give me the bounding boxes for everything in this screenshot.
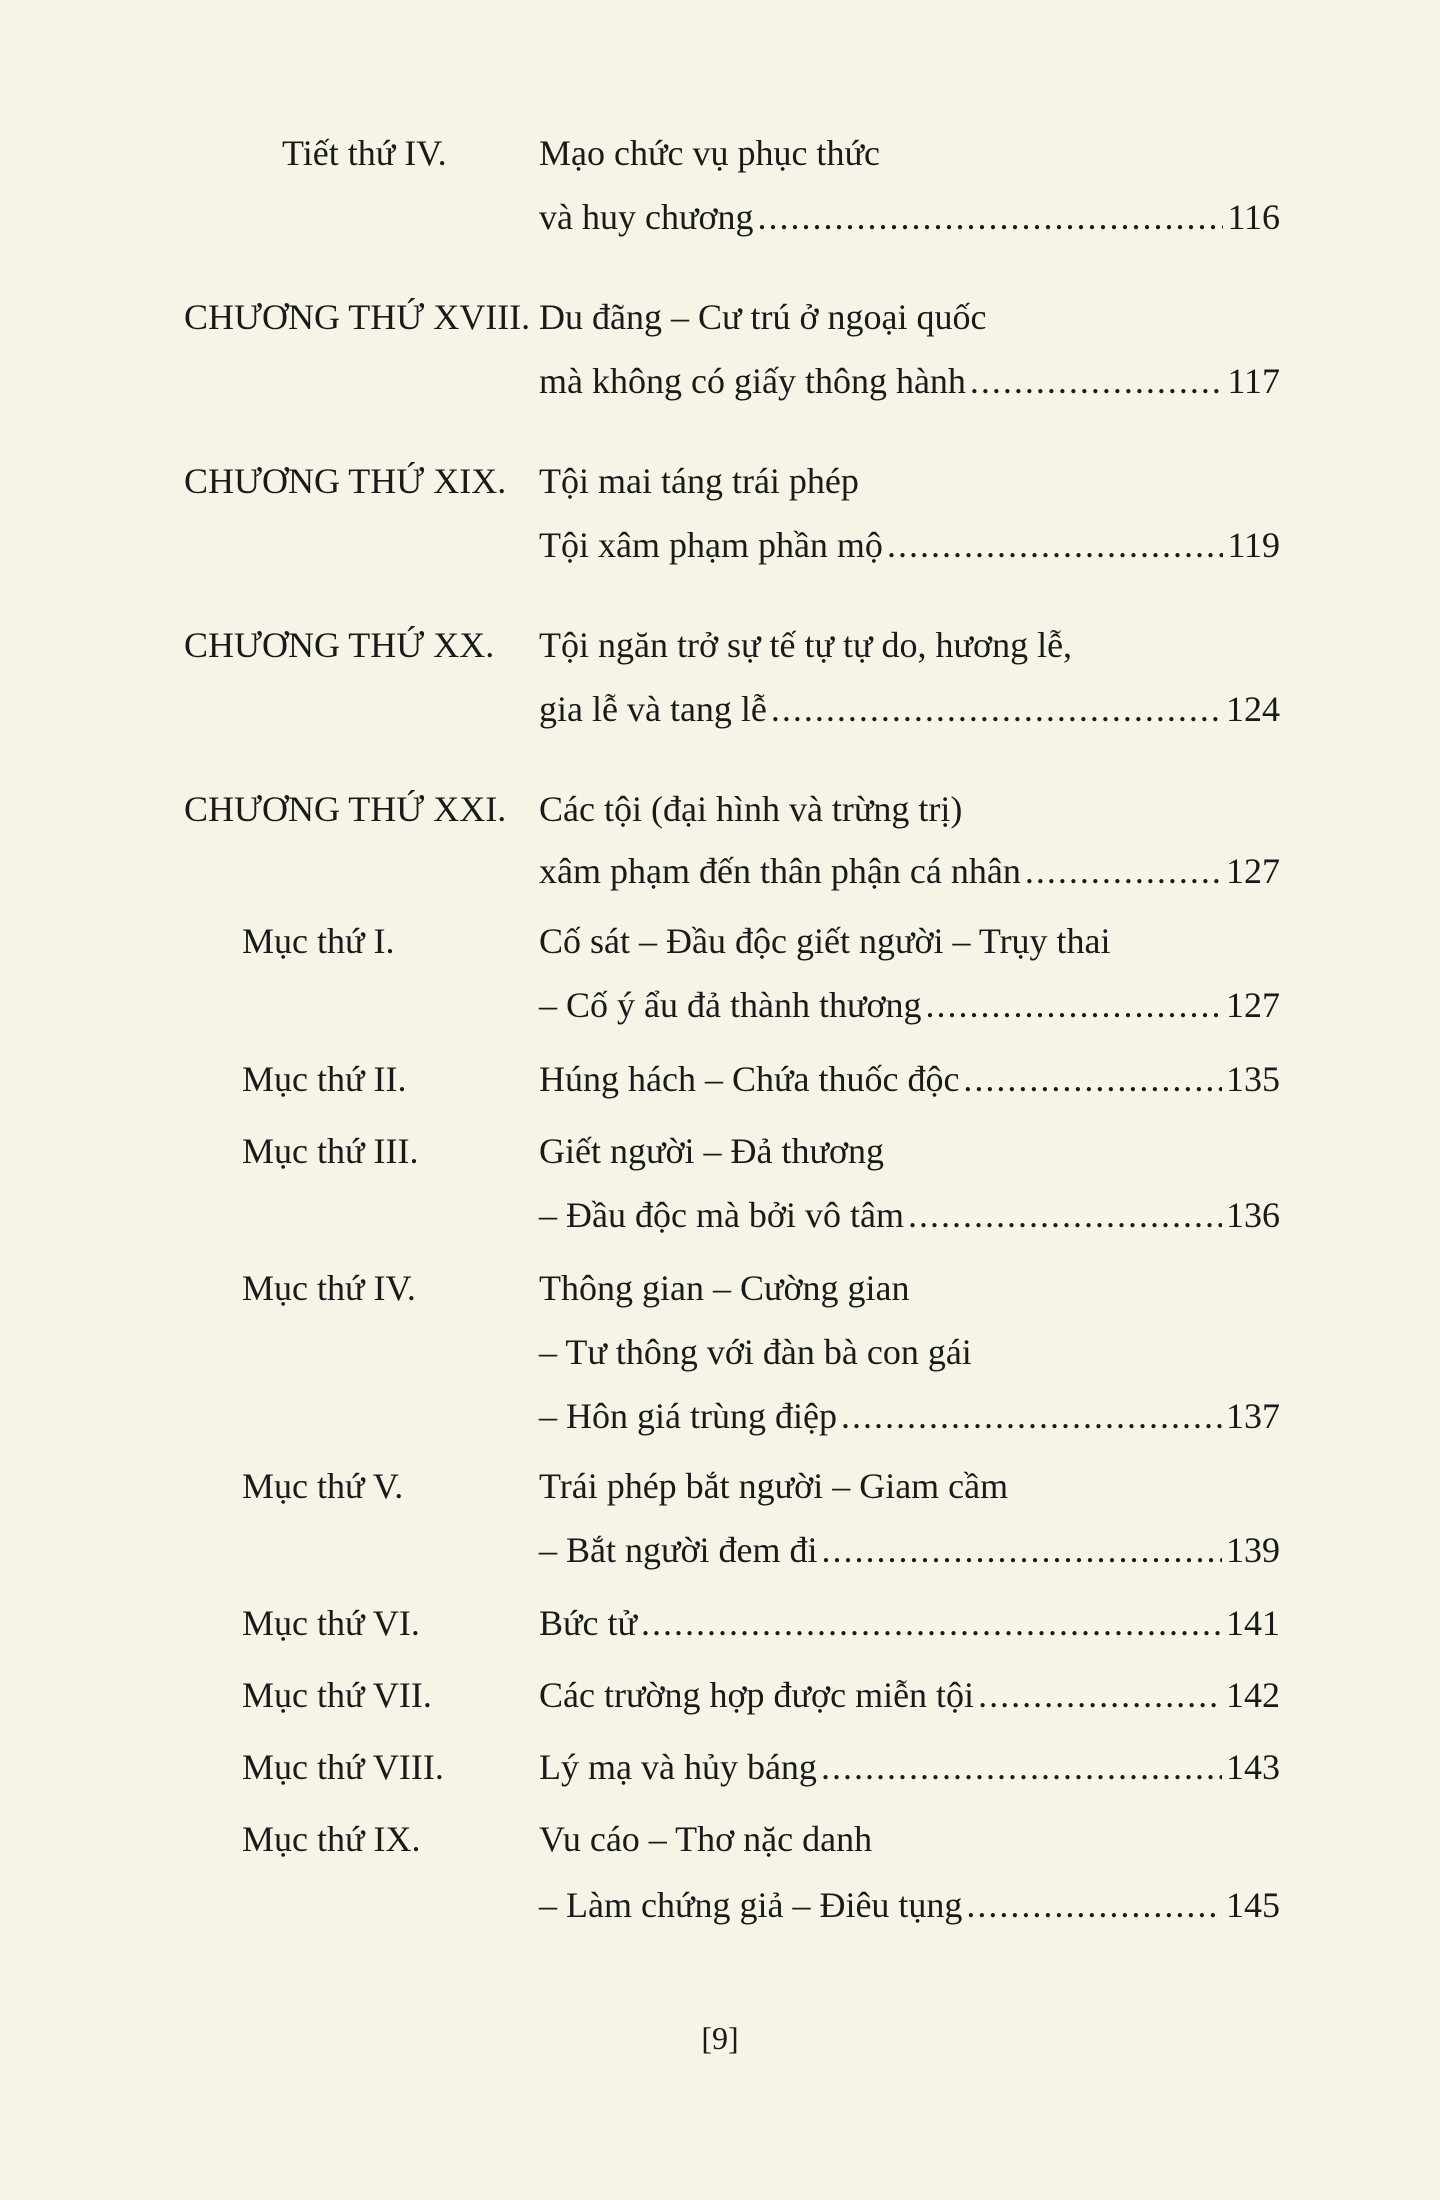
toc-entry-title-line [539, 186, 1280, 248]
toc-entry-title-line [539, 678, 1280, 740]
toc-entry-title-cont: và huy chương [539, 197, 754, 237]
toc-entry-title-line [539, 1592, 1280, 1654]
toc-entry-title-cont: – Làm chứng giả – Điêu tụng [539, 1885, 963, 1925]
toc-entry-label: CHƯƠNG THỨ XVIII. [184, 297, 531, 337]
toc-entry-title: Tội ngăn trở sự tế tự tự do, hương lễ, [539, 625, 1073, 665]
toc-entry-title: Bức tử [539, 1603, 638, 1643]
toc-entry-label: Mục thứ IX. [242, 1819, 421, 1859]
toc-entry-title: Các tội (đại hình và trừng trị) [539, 789, 963, 829]
toc-entry-title: Các trường hợp được miễn tội [539, 1675, 975, 1715]
toc-entry-title: Húng hách – Chứa thuốc độc [539, 1059, 960, 1099]
toc-page-number: 143 [1226, 1747, 1280, 1787]
toc-page-number: 124 [1226, 689, 1280, 729]
toc-entry-title-line [539, 350, 1280, 412]
toc-entry-title-cont: – Hôn giá trùng điệp [539, 1396, 837, 1436]
toc-entry-title-cont: – Cố ý ẩu đả thành thương [539, 985, 922, 1025]
toc-entry-title-line [539, 1736, 1280, 1798]
toc-entry-title: Thông gian – Cường gian [539, 1268, 910, 1308]
toc-page-number: 116 [1227, 197, 1280, 237]
toc-entry-title-cont: – Đầu độc mà bởi vô tâm [539, 1195, 904, 1235]
toc-entry-title-line [539, 1664, 1280, 1726]
toc-page-number: 145 [1226, 1885, 1280, 1925]
dot-leader [641, 1592, 1222, 1654]
toc-page-number: 137 [1226, 1396, 1280, 1436]
dot-leader [1025, 840, 1222, 902]
toc-entry-title-line [539, 1385, 1280, 1447]
toc-entry-title-line [539, 1874, 1280, 1936]
toc-entry-title: Tội mai táng trái phép [539, 461, 859, 501]
toc-entry-title: Vu cáo – Thơ nặc danh [539, 1819, 873, 1859]
toc-entry-title-line [539, 1519, 1280, 1581]
toc-entry-title-cont: mà không có giấy thông hành [539, 361, 966, 401]
dot-leader [970, 350, 1223, 412]
toc-page-number: 117 [1227, 361, 1280, 401]
toc-entry-title-cont: Tội xâm phạm phần mộ [539, 525, 883, 565]
toc-page-number: 127 [1226, 985, 1280, 1025]
toc-entry-title-cont: – Bắt người đem đi [539, 1530, 818, 1570]
dot-leader [908, 1184, 1222, 1246]
toc-entry-title-line [539, 840, 1280, 902]
toc-entry-title-cont: gia lễ và tang lễ [539, 689, 767, 729]
toc-entry-label: CHƯƠNG THỨ XIX. [184, 461, 507, 501]
toc-entry-title: Mạo chức vụ phục thức [539, 133, 880, 173]
toc-entry-title: Lý mạ và hủy báng [539, 1747, 817, 1787]
toc-page-number: 141 [1226, 1603, 1280, 1643]
toc-entry-title-line [539, 1048, 1280, 1110]
toc-entry-label: Mục thứ III. [242, 1131, 419, 1171]
toc-entry-title-cont: xâm phạm đến thân phận cá nhân [539, 851, 1021, 891]
dot-leader [978, 1664, 1222, 1726]
toc-entry-title: Giết người – Đả thương [539, 1131, 885, 1171]
toc-entry-label: CHƯƠNG THỨ XXI. [184, 789, 507, 829]
dot-leader [821, 1736, 1222, 1798]
toc-entry-title: Cố sát – Đầu độc giết người – Trụy thai [539, 921, 1111, 961]
page-number-footer: [9] [701, 2020, 739, 2056]
toc-entry-label: CHƯƠNG THỨ XX. [184, 625, 495, 665]
toc-entry-label: Tiết thứ IV. [282, 133, 447, 173]
toc-entry-title-line [539, 974, 1280, 1036]
toc-page-number: 127 [1226, 851, 1280, 891]
toc-entry-title-line [539, 1184, 1280, 1246]
toc-page-number: 136 [1226, 1195, 1280, 1235]
toc-entry-label: Mục thứ VI. [242, 1603, 420, 1643]
toc-entry-title-line [539, 514, 1280, 576]
toc-entry-label: Mục thứ I. [242, 921, 395, 961]
toc-entry-label: Mục thứ V. [242, 1466, 404, 1506]
toc-entry-title: Trái phép bắt người – Giam cầm [539, 1466, 1009, 1506]
toc-entry-label: Mục thứ VII. [242, 1675, 432, 1715]
toc-page-number: 139 [1226, 1530, 1280, 1570]
dot-leader [771, 678, 1222, 740]
dot-leader [841, 1385, 1222, 1447]
dot-leader [822, 1519, 1222, 1581]
dot-leader [966, 1874, 1222, 1936]
toc-entry-label: Mục thứ II. [242, 1059, 407, 1099]
toc-entry-label: Mục thứ VIII. [242, 1747, 444, 1787]
toc-page-number: 135 [1226, 1059, 1280, 1099]
dot-leader [758, 186, 1224, 248]
toc-page-number: 119 [1227, 525, 1280, 565]
dot-leader [926, 974, 1223, 1036]
dot-leader [963, 1048, 1222, 1110]
toc-entry-title: Du đãng – Cư trú ở ngoại quốc [539, 297, 987, 337]
dot-leader [887, 514, 1223, 576]
toc-entry-title-cont: – Tư thông với đàn bà con gái [539, 1332, 972, 1372]
toc-entry-label: Mục thứ IV. [242, 1268, 416, 1308]
toc-page-number: 142 [1226, 1675, 1280, 1715]
